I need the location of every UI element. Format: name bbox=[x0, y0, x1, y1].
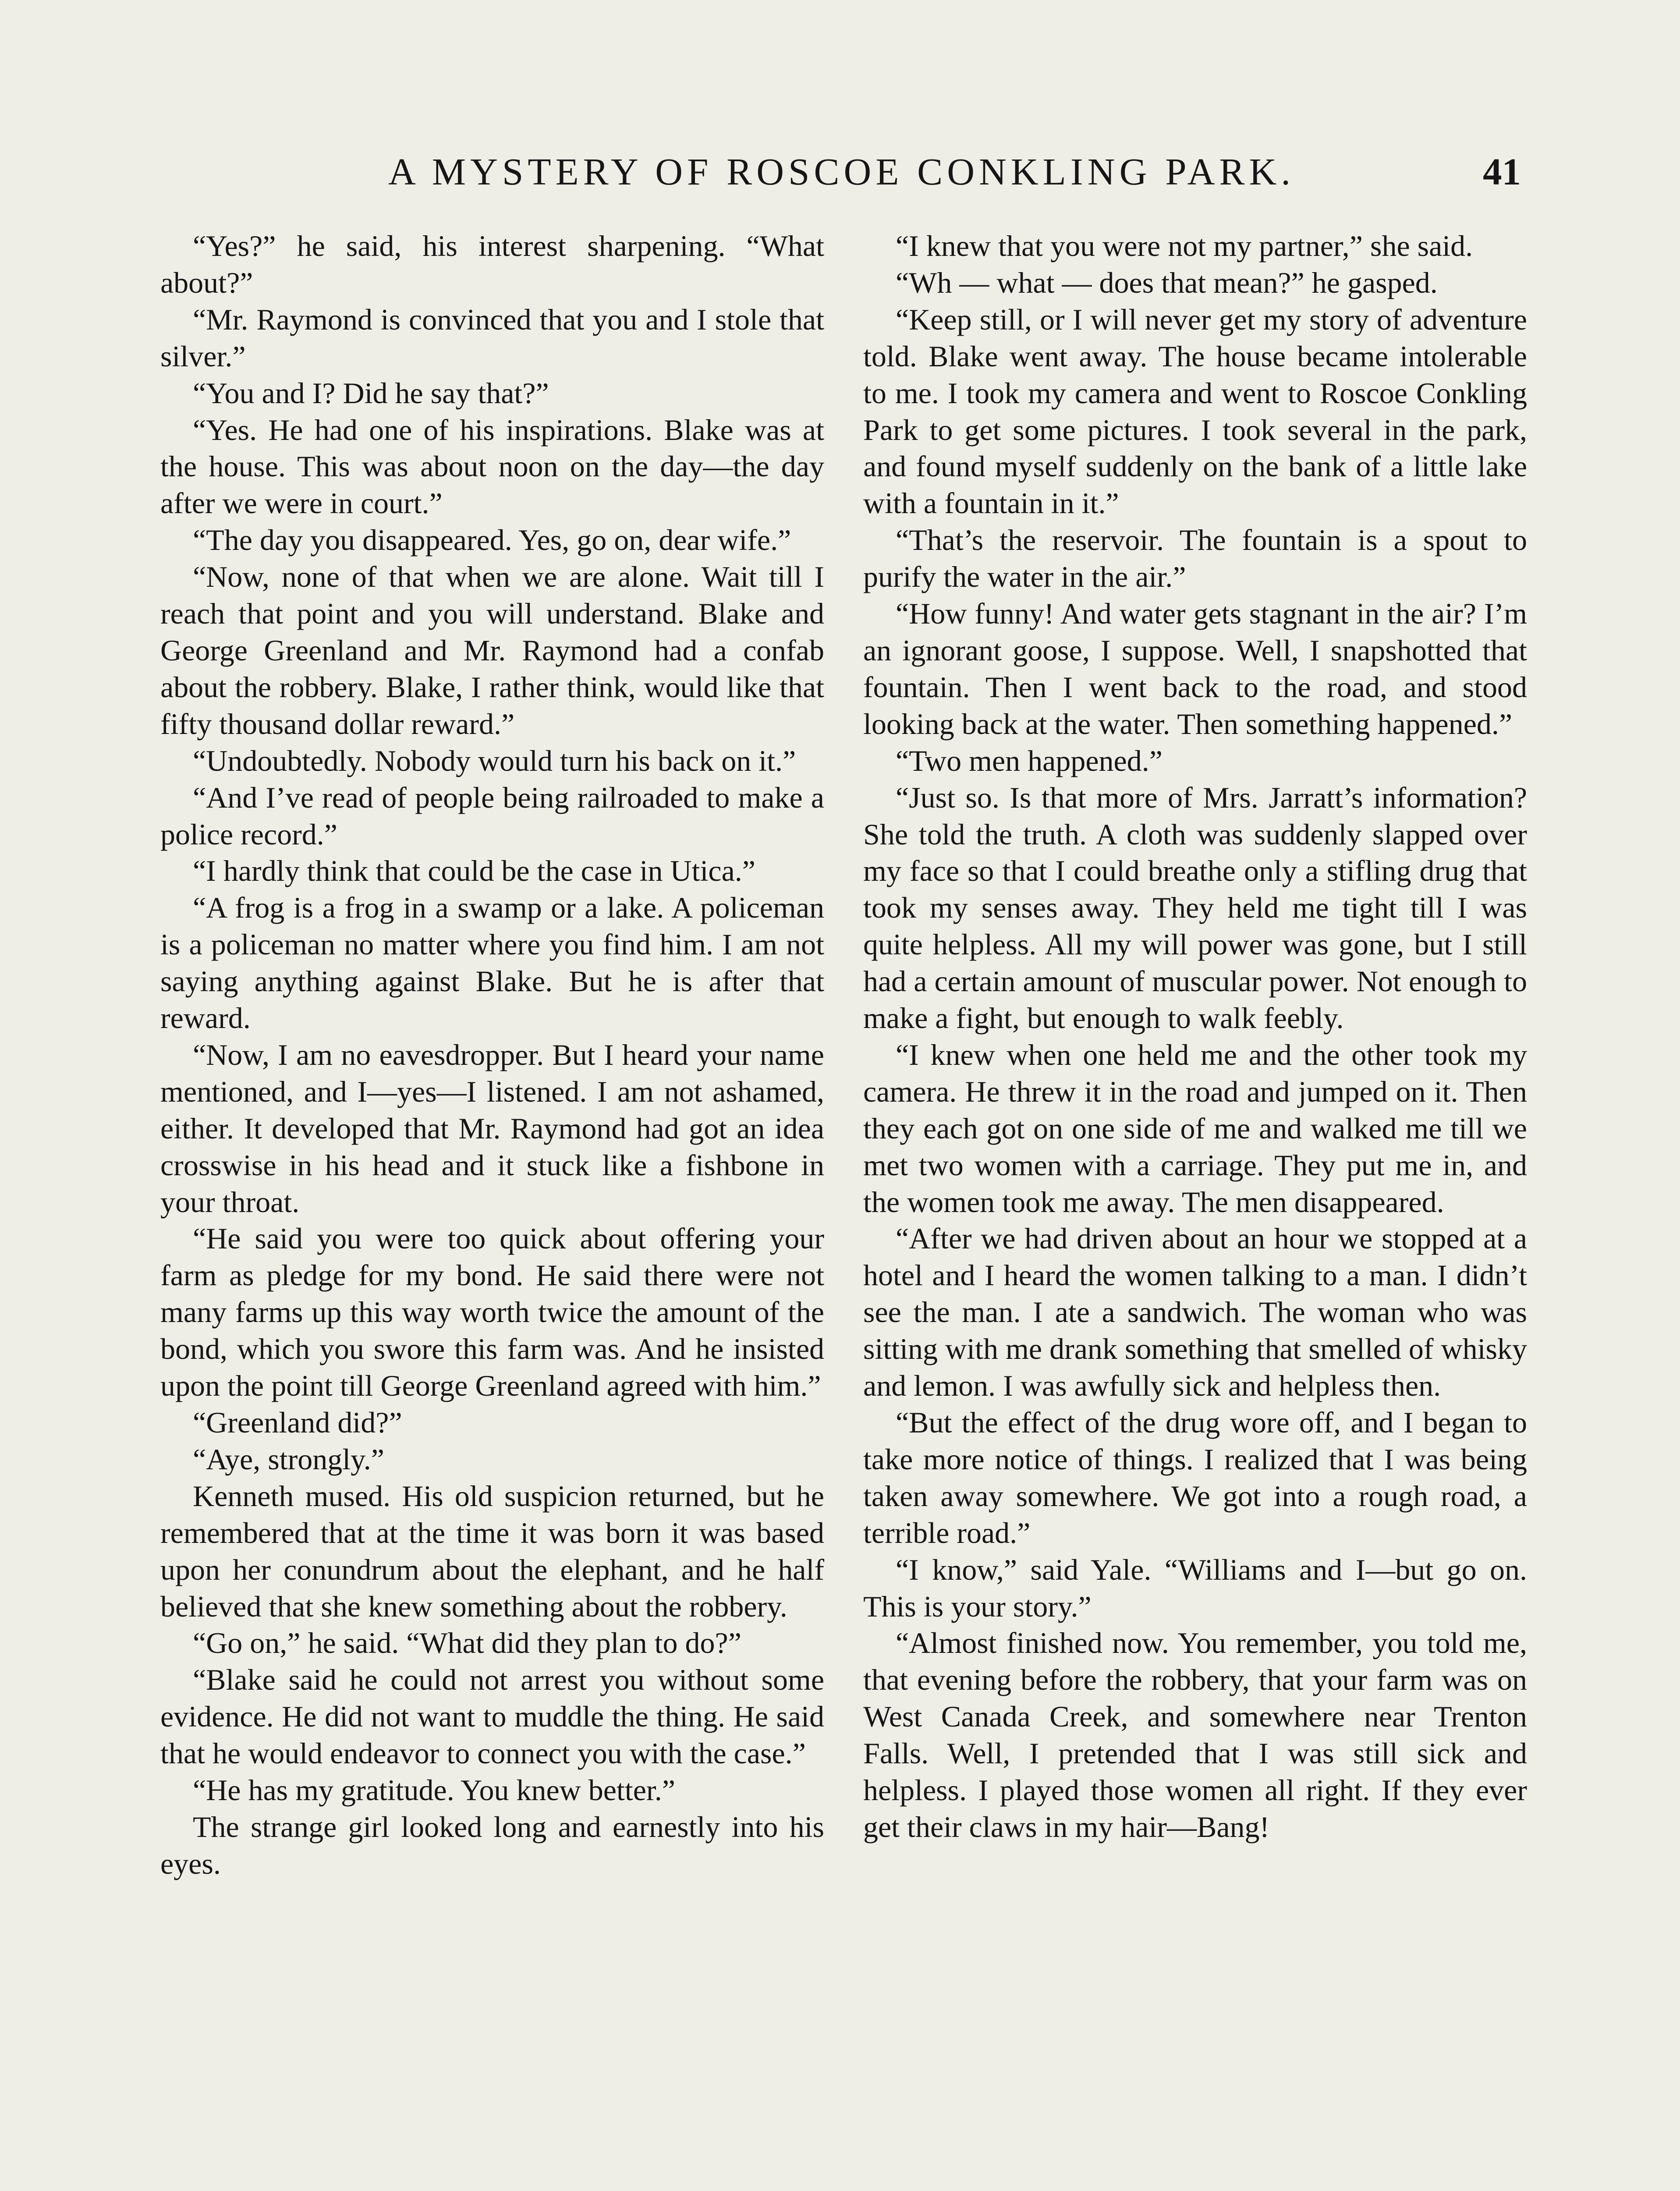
paragraph: “Yes. He had one of his inspirations. Blake was at the house. This was about noon on the day—the day after we were in court.” bbox=[160, 413, 824, 520]
paragraph: “A frog is a frog in a swamp or a lake. A policeman is a policeman no matter where you find him. I am not saying anything against Blake. But he is after that reward. bbox=[160, 891, 824, 1035]
paragraph: “Go on,” he said. “What did they plan to do?” bbox=[193, 1626, 741, 1660]
text-column-left bbox=[160, 228, 824, 1883]
paragraph: “You and I? Did he say that?” bbox=[193, 376, 549, 410]
paragraph: “Undoubtedly. Nobody would turn his back on it.” bbox=[193, 744, 796, 777]
paragraph: “I knew when one held me and the other took my camera. He threw it in the road and jumped on it. Then they each got on one side of me and walked me till we met two women with a carriage. They put me in, and the women took me away. The men disappeared. bbox=[863, 1038, 1527, 1219]
paragraph: “I know,” said Yale. “Williams and I—but go on. This is your story.” bbox=[863, 1553, 1527, 1623]
paragraph: “And I’ve read of people being railroaded to make a police record.” bbox=[160, 780, 824, 851]
paragraph: “Mr. Raymond is convinced that you and I stole that silver.” bbox=[160, 302, 824, 373]
paragraph: “He said you were too quick about offering your farm as pledge for my bond. He said there were not many farms up this way worth twice the amount of the bond, which you swore this farm was. And he insisted upon the point till George Greenland agreed with him.” bbox=[160, 1222, 824, 1403]
paragraph: “I hardly think that could be the case in Utica.” bbox=[193, 854, 755, 888]
paragraph: “Now, none of that when we are alone. Wait till I reach that point and you will understand. Blake and George Greenland and Mr. Raymond had a confab about the robbery. Blake, I rather think, would like that fifty thousand dollar reward.” bbox=[160, 560, 824, 741]
paragraph: “Just so. Is that more of Mrs. Jarratt’s information? She told the truth. A cloth was suddenly slapped over my face so that I could breathe only a stifling drug that took my senses away. They held me tight till I was quite helpless. All my will power was gone, but I still had a certain amount of muscular power. Not enough to make a fight, but enough to walk feebly. bbox=[863, 780, 1527, 1035]
page-header bbox=[160, 145, 1521, 198]
page-number: 41 bbox=[1483, 150, 1521, 193]
running-title: A MYSTERY OF ROSCOE CONKLING PARK. bbox=[388, 150, 1295, 193]
paragraph: “Wh — what — does that mean?” he gasped. bbox=[896, 266, 1438, 299]
paragraph: “Keep still, or I will never get my story of adventure told. Blake went away. The house became intolerable to me. I took my camera and went to Roscoe Conkling Park to get some pictures. I took several in the park, and found myself suddenly on the bank of a little lake with a fountain in it.” bbox=[863, 302, 1527, 520]
paragraph: Kenneth mused. His old suspicion returned, but he remembered that at the time it was born it was based upon her conundrum about the elephant, and he half believed that she knew something about the robbery. bbox=[160, 1479, 824, 1623]
paragraph: “He has my gratitude. You knew better.” bbox=[193, 1773, 675, 1807]
text-column-right bbox=[863, 228, 1527, 1846]
paragraph: “Two men happened.” bbox=[896, 744, 1163, 777]
paragraph: “Now, I am no eavesdropper. But I heard your name mentioned, and I—yes—I listened. I am not ashamed, either. It developed that Mr. Raymond had got an idea crosswise in his head and it stuck like a fishbone in your throat. bbox=[160, 1038, 824, 1219]
paragraph: “That’s the reservoir. The fountain is a spout to purify the water in the air.” bbox=[863, 523, 1527, 594]
paragraph: “How funny! And water gets stagnant in the air? I’m an ignorant goose, I suppose. Well, I snapshotted that fountain. Then I went back to the road, and stood looking back at the water. Then something happened.” bbox=[863, 597, 1527, 741]
paragraph: “Greenland did?” bbox=[193, 1406, 402, 1439]
paragraph: “Aye, strongly.” bbox=[193, 1442, 384, 1476]
paragraph: “After we had driven about an hour we stopped at a hotel and I heard the women talking to a man. I didn’t see the man. I ate a sandwich. The woman who was sitting with me drank something that smelled of whisky and lemon. I was awfully sick and helpless then. bbox=[863, 1222, 1527, 1403]
paragraph: The strange girl looked long and earnestly into his eyes. bbox=[160, 1810, 824, 1880]
paragraph: “I knew that you were not my partner,” she said. bbox=[896, 229, 1473, 262]
paragraph: “Almost finished now. You remember, you told me, that evening before the robbery, that your farm was on West Canada Creek, and somewhere near Trenton Falls. Well, I pretended that I was still sick and helpless. I played those women all right. If they ever get their claws in my hair—Bang! bbox=[863, 1626, 1527, 1844]
paragraph: “The day you disappeared. Yes, go on, dear wife.” bbox=[193, 523, 791, 557]
paragraph: “Yes?” he said, his interest sharpening. “What about?” bbox=[160, 229, 824, 299]
paragraph: “But the effect of the drug wore off, and I began to take more notice of things. I realized that I was being taken away somewhere. We got into a rough road, a terrible road.” bbox=[863, 1406, 1527, 1549]
paragraph: “Blake said he could not arrest you without some evidence. He did not want to muddle the thing. He said that he would endeavor to connect you with the case.” bbox=[160, 1663, 824, 1770]
